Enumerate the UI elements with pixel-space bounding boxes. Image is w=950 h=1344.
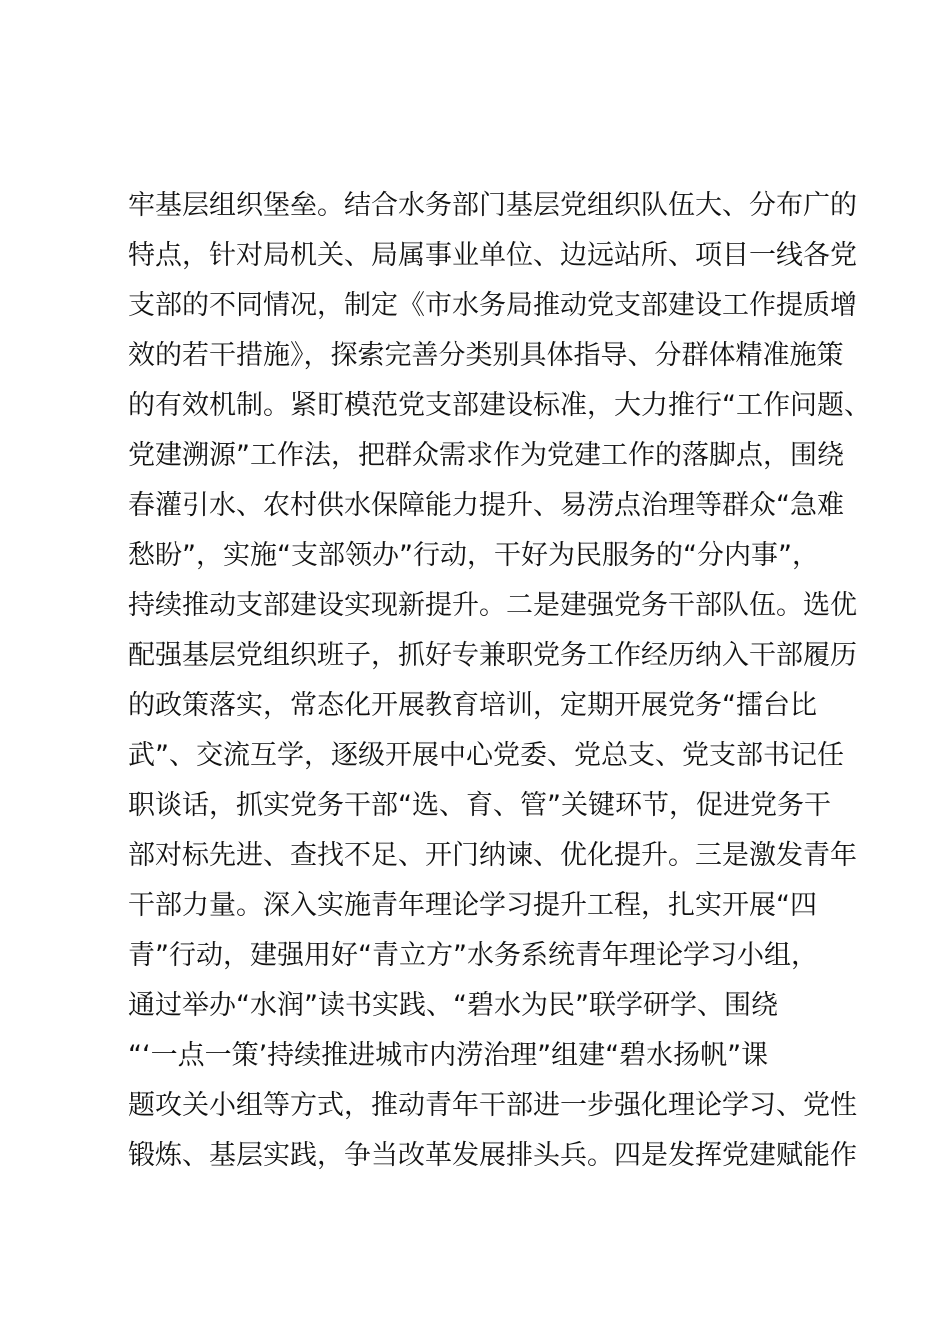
text-line: 特点，针对局机关、局属事业单位、边远站所、项目一线各党 (128, 240, 857, 271)
text-line: 春灌引水、农村供水保障能力提升、易涝点治理等群众“急难 (128, 490, 844, 521)
body-paragraph (128, 181, 871, 1181)
text-line: 的政策落实，常态化开展教育培训，定期开展党务“擂台比 (128, 690, 817, 721)
text-line: 武”、交流互学，逐级开展中心党委、党总支、党支部书记任 (128, 740, 844, 771)
text-line: 效的若干措施》，探索完善分类别具体指导、分群体精准施策 (128, 340, 844, 371)
text-line: 持续推动支部建设实现新提升。二是建强党务干部队伍。选优 (128, 590, 857, 621)
text-line: 青”行动，建强用好“青立方”水务系统青年理论学习小组， (128, 940, 818, 971)
text-line: “‘一点一策’持续推进城市内涝治理”组建“碧水扬帆”课 (128, 1040, 769, 1071)
text-line: 牢基层组织堡垒。结合水务部门基层党组织队伍大、分布广的 (128, 190, 857, 221)
text-line: 支部的不同情况，制定《市水务局推动党支部建设工作提质增 (128, 290, 857, 321)
text-line: 愁盼”，实施“支部领办”行动，干好为民服务的“分内事”， (128, 540, 819, 571)
text-line: 配强基层党组织班子，抓好专兼职党务工作经历纳入干部履历 (128, 640, 857, 671)
text-line: 题攻关小组等方式，推动青年干部进一步强化理论学习、党性 (128, 1090, 857, 1121)
text-line: 的有效机制。紧盯模范党支部建设标准，大力推行“工作问题、 (128, 390, 871, 421)
text-line: 部对标先进、查找不足、开门纳谏、优化提升。三是激发青年 (128, 840, 857, 871)
text-line: 职谈话，抓实党务干部“选、育、管”关键环节，促进党务干 (128, 790, 831, 821)
text-line: 党建溯源”工作法，把群众需求作为党建工作的落脚点，围绕 (128, 440, 844, 471)
text-line: 锻炼、基层实践，争当改革发展排头兵。四是发挥党建赋能作 (128, 1140, 857, 1171)
text-line: 干部力量。深入实施青年理论学习提升工程，扎实开展“四 (128, 890, 817, 921)
text-line: 通过举办“水润”读书实践、“碧水为民”联学研学、围绕 (128, 990, 778, 1021)
